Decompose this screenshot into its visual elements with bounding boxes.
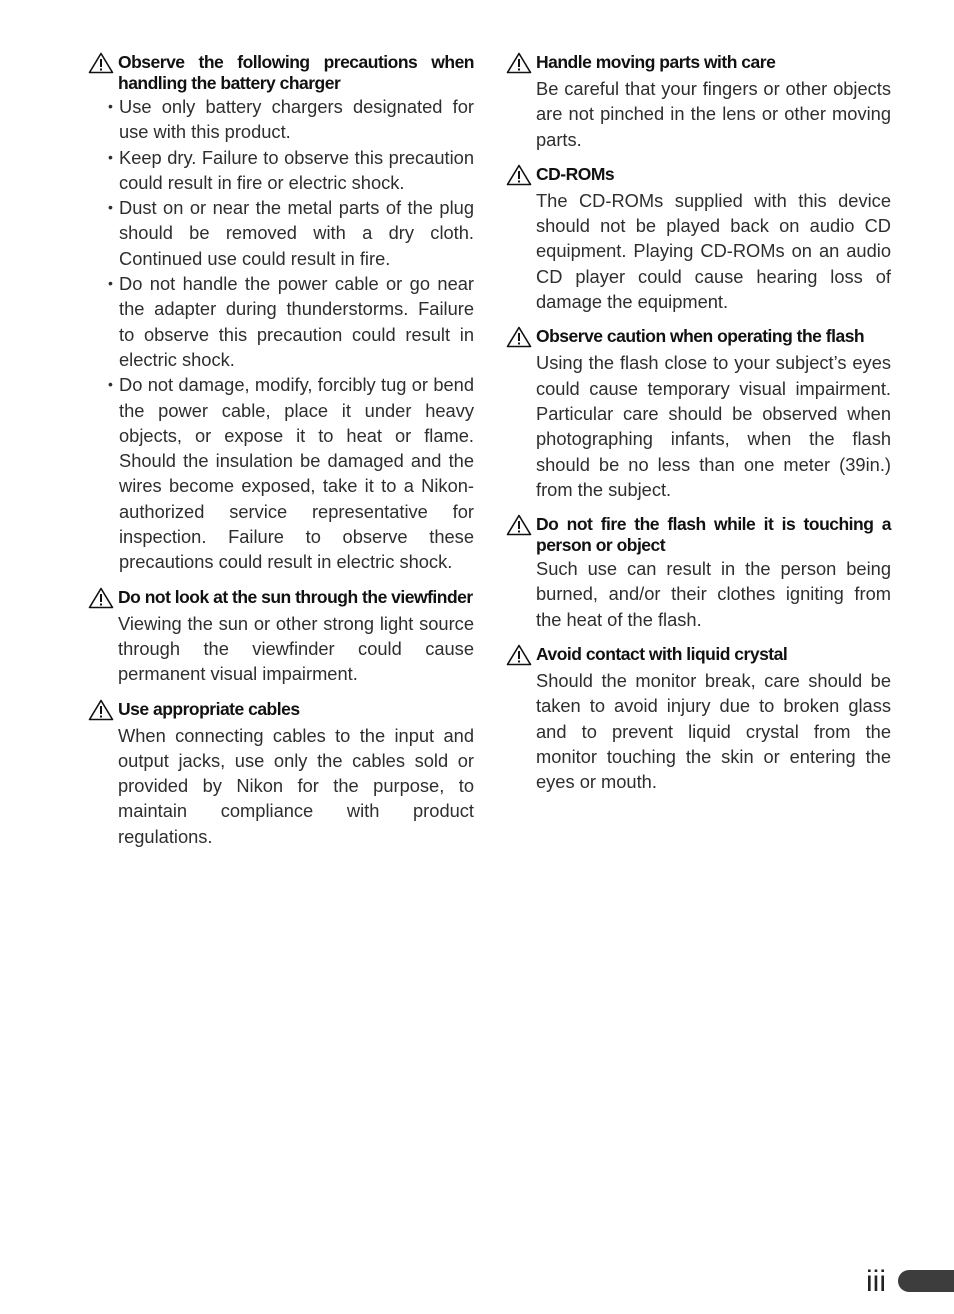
list-item: • Keep dry. Failure to observe this precaution could result in fire or electric shock. (108, 145, 474, 196)
right-column (506, 52, 891, 807)
section-body: Be careful that your fingers or other objects are not pinched in the lens or other moving parts. (536, 78, 891, 150)
section-battery-charger (88, 52, 474, 575)
list-item: • Do not damage, modify, forcibly tug or bend the power cable, place it under heavy objects, or expose it to heat or flame. Should the insulation be damaged and the wires become exposed, take it to a Nikon-authorized service representative for inspection. Failure to observe these precautions could result in electric shock. (108, 372, 474, 574)
warning-triangle-icon (506, 52, 536, 76)
warning-triangle-icon (88, 587, 118, 611)
section-body: Using the flash close to your subject’s eyes could cause temporary visual impairment. Particular care should be observed when photographing infants, when the flash should be no less than one meter (39in.) from the subject. (536, 352, 891, 500)
bullet-list (108, 94, 474, 575)
page-number: iii (866, 1265, 886, 1298)
warning-triangle-icon (88, 52, 118, 76)
section-body: Viewing the sun or other strong light source through the viewfinder could cause permanent visual impairment. (118, 612, 474, 685)
section-cd-roms (506, 164, 891, 314)
section-moving-parts (506, 52, 891, 152)
section-title: CD-ROMs (536, 163, 615, 184)
section-title: Handle moving parts with care (536, 52, 776, 72)
section-body: The CD-ROMs supplied with this device should not be played back on audio CD equipment. Playing CD-ROMs on an audio CD player could cause hearing loss of damage the equipment. (536, 189, 891, 313)
section-liquid-crystal (506, 644, 891, 794)
left-column (88, 52, 474, 861)
section-flash-touching (506, 514, 891, 632)
section-cables (88, 699, 474, 849)
section-title: Do not look at the sun through the viewfinder (118, 586, 473, 607)
section-body: Such use can result in the person being burned, and/or their clothes igniting from the heat of the flash. (536, 558, 891, 630)
list-item: • Use only battery chargers designated for use with this product. (108, 94, 474, 145)
section-body: Should the monitor break, care should be taken to avoid injury due to broken glass and to prevent liquid crystal from the monitor touching the skin or entering the eyes or mouth. (536, 670, 891, 793)
section-sun-viewfinder (88, 587, 474, 687)
section-title: Avoid contact with liquid crystal (536, 644, 788, 665)
warning-triangle-icon (506, 514, 536, 538)
warning-triangle-icon (506, 326, 536, 350)
list-item: • Dust on or near the metal parts of the plug should be removed with a dry cloth. Continued use could result in fire. (108, 195, 474, 271)
warning-triangle-icon (506, 164, 536, 188)
page-tab-marker (898, 1270, 954, 1292)
section-title: Observe the following precautions when handling the battery charger (118, 52, 474, 93)
section-title: Do not fire the flash while it is touching a person or object (536, 514, 891, 556)
list-item: • Do not handle the power cable or go near the adapter during thunderstorms. Failure to observe this precaution could result in electric shock. (108, 271, 474, 372)
warning-triangle-icon (506, 644, 536, 668)
warning-triangle-icon (88, 699, 118, 723)
section-flash-caution (506, 326, 891, 502)
section-body: When connecting cables to the input and output jacks, use only the cables sold or provided by Nikon for the purpose, to maintain compliance with product regulations. (118, 724, 474, 847)
section-title: Observe caution when operating the flash (536, 326, 865, 347)
section-title: Use appropriate cables (118, 698, 300, 719)
